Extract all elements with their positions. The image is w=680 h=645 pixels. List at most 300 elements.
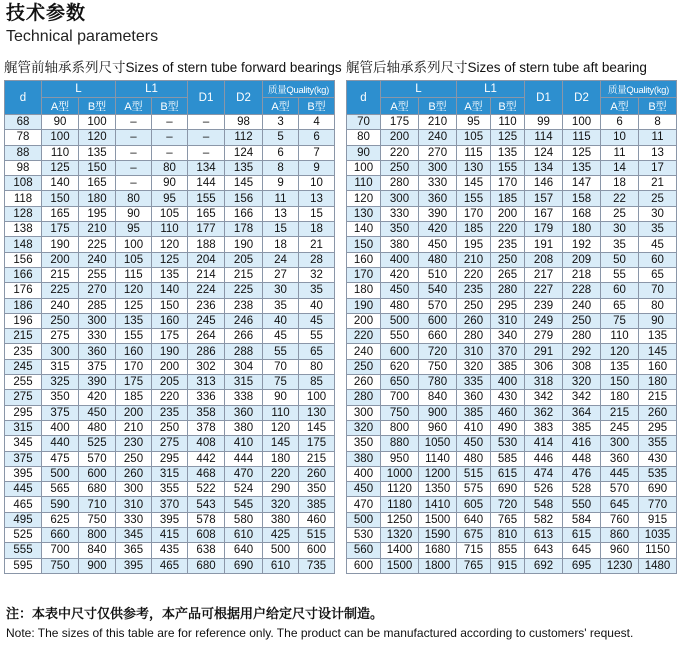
table-row (5, 482, 335, 497)
table-cell: 1480 (639, 558, 677, 573)
table-cell: 1320 (381, 528, 419, 543)
table-cell: 308 (563, 359, 601, 374)
table-cell: 55 (263, 344, 299, 359)
table-cell: 100 (79, 115, 116, 130)
table-cell: 155 (188, 191, 225, 206)
table-cell: 178 (225, 222, 263, 237)
table-cell: 570 (601, 482, 639, 497)
page-title-en: Technical parameters (6, 28, 159, 45)
table-cell: 245 (601, 420, 639, 435)
table-cell: 250 (152, 420, 188, 435)
table-cell: 130 (457, 160, 491, 175)
table-cell: 300 (116, 482, 152, 497)
table-cell: 690 (491, 482, 525, 497)
table-cell: 60 (639, 252, 677, 267)
table-cell: 355 (639, 436, 677, 451)
table-cell: – (116, 115, 152, 130)
table-cell: 310 (491, 313, 525, 328)
table-cell: 510 (419, 267, 457, 282)
table-cell: 190 (225, 237, 263, 252)
aft-table-caption: 艉管后轴承系列尺寸Sizes of stern tube aft bearing (346, 60, 647, 75)
table-cell: 383 (525, 420, 563, 435)
table-cell: 205 (152, 375, 188, 390)
table-cell: 584 (563, 512, 601, 527)
table-cell: 690 (225, 558, 263, 573)
table-cell: 224 (188, 283, 225, 298)
table-cell: 650 (381, 375, 419, 390)
note-english: Note: The sizes of this table are for reference only. The product can be manufactured according to customers' request. (6, 626, 634, 640)
table-cell: 325 (42, 375, 79, 390)
table-cell: 180 (639, 375, 677, 390)
table-cell: 220 (263, 466, 299, 481)
table-cell: 160 (116, 344, 152, 359)
table-cell: – (116, 130, 152, 145)
table-cell: 75 (601, 313, 639, 328)
header-D1: D1 (188, 81, 225, 115)
table-cell: 180 (79, 191, 116, 206)
header-L1-typeA: A型 (116, 98, 152, 115)
table-cell: 11 (601, 145, 639, 160)
table-cell: 135 (639, 329, 677, 344)
table-cell: 1180 (381, 497, 419, 512)
table-cell: 108 (5, 176, 42, 191)
table-cell: 640 (457, 512, 491, 527)
table-cell: 300 (601, 436, 639, 451)
table-cell: 158 (563, 191, 601, 206)
table-cell: 800 (79, 528, 116, 543)
table-cell: 225 (42, 283, 79, 298)
table-cell: 750 (381, 405, 419, 420)
table-cell: 444 (225, 451, 263, 466)
table-cell: 680 (188, 558, 225, 573)
table-cell: 770 (639, 497, 677, 512)
table-cell: 155 (491, 160, 525, 175)
table-cell: 692 (525, 558, 563, 573)
aft-bearings-table (346, 80, 677, 574)
table-cell: 90 (263, 390, 299, 405)
table-cell: 476 (563, 466, 601, 481)
table-cell: 525 (79, 436, 116, 451)
table-row (5, 298, 335, 313)
table-cell: 165 (42, 206, 79, 221)
table-cell: 530 (491, 436, 525, 451)
table-cell: 675 (457, 528, 491, 543)
table-cell: 6 (601, 115, 639, 130)
table-cell: 600 (347, 558, 381, 573)
table-cell: 300 (381, 191, 419, 206)
header-L: L (381, 81, 457, 98)
table-cell: 540 (419, 283, 457, 298)
table-cell: 279 (525, 329, 563, 344)
table-cell: 100 (347, 160, 381, 175)
table-cell: 855 (491, 543, 525, 558)
table-cell: 1120 (381, 482, 419, 497)
table-cell: 1230 (601, 558, 639, 573)
table-cell: 380 (225, 420, 263, 435)
table-cell: 215 (5, 329, 42, 344)
table-cell: 613 (525, 528, 563, 543)
table-cell: 145 (299, 420, 335, 435)
table-row (347, 528, 677, 543)
table-cell: 565 (42, 482, 79, 497)
table-cell: 414 (525, 436, 563, 451)
table-cell: 18 (299, 222, 335, 237)
aft-table-body (347, 115, 677, 574)
table-cell: 220 (152, 390, 188, 405)
table-cell: 605 (457, 497, 491, 512)
table-cell: 590 (42, 497, 79, 512)
table-cell: 548 (525, 497, 563, 512)
table-cell: 227 (525, 283, 563, 298)
table-cell: 200 (347, 313, 381, 328)
table-cell: 385 (491, 359, 525, 374)
table-cell: 135 (225, 160, 263, 175)
table-cell: 135 (601, 359, 639, 374)
table-cell: 840 (419, 390, 457, 405)
table-cell: 608 (188, 528, 225, 543)
table-cell: 950 (381, 451, 419, 466)
table-cell: 105 (152, 206, 188, 221)
table-cell: 120 (116, 283, 152, 298)
table-cell: 160 (347, 252, 381, 267)
table-cell: 480 (79, 420, 116, 435)
table-cell: 165 (188, 206, 225, 221)
table-cell: 810 (491, 528, 525, 543)
table-cell: 445 (601, 466, 639, 481)
table-cell: 179 (525, 222, 563, 237)
table-cell: 40 (263, 313, 299, 328)
table-cell: 715 (457, 543, 491, 558)
header-L-typeB: B型 (79, 98, 116, 115)
table-cell: 750 (42, 558, 79, 573)
table-cell: 318 (525, 375, 563, 390)
table-cell: 35 (639, 222, 677, 237)
table-cell: 435 (152, 543, 188, 558)
table-row (347, 512, 677, 527)
table-row (347, 466, 677, 481)
table-cell: 215 (601, 405, 639, 420)
table-cell: 600 (299, 543, 335, 558)
table-cell: 180 (601, 390, 639, 405)
table-row (5, 359, 335, 374)
table-cell: 720 (491, 497, 525, 512)
table-cell: 700 (42, 543, 79, 558)
table-cell: 17 (639, 160, 677, 175)
table-cell: 120 (601, 344, 639, 359)
table-cell: 27 (263, 267, 299, 282)
table-cell: – (188, 115, 225, 130)
table-cell: 385 (457, 405, 491, 420)
table-cell: 13 (263, 206, 299, 221)
table-cell: 800 (381, 420, 419, 435)
table-cell: 30 (639, 206, 677, 221)
table-cell: 215 (299, 451, 335, 466)
table-cell: 600 (79, 466, 116, 481)
table-cell: 375 (42, 405, 79, 420)
table-cell: 155 (457, 191, 491, 206)
table-cell: 330 (419, 176, 457, 191)
table-cell: 410 (225, 436, 263, 451)
table-cell: 120 (152, 237, 188, 252)
table-cell: 80 (347, 130, 381, 145)
table-cell: 8 (263, 160, 299, 175)
table-cell: 125 (491, 130, 525, 145)
table-cell: 342 (563, 390, 601, 405)
table-cell: 410 (457, 420, 491, 435)
table-cell: 480 (381, 298, 419, 313)
table-cell: 342 (525, 390, 563, 405)
table-cell: 390 (79, 375, 116, 390)
table-cell: 330 (381, 206, 419, 221)
table-cell: 245 (5, 359, 42, 374)
table-cell: 420 (381, 267, 419, 282)
header-L1: L1 (116, 81, 188, 98)
table-cell: 80 (116, 191, 152, 206)
table-cell: 22 (601, 191, 639, 206)
header-L-typeA: A型 (381, 98, 419, 115)
table-row (5, 176, 335, 191)
table-cell: 275 (5, 390, 42, 405)
table-cell: 526 (525, 482, 563, 497)
table-cell: 114 (525, 130, 563, 145)
table-cell: 8 (639, 115, 677, 130)
table-cell: 1410 (419, 497, 457, 512)
table-cell: 280 (491, 283, 525, 298)
table-cell: 370 (152, 497, 188, 512)
table-cell: 690 (639, 482, 677, 497)
table-cell: 70 (639, 283, 677, 298)
table-cell: 500 (42, 466, 79, 481)
table-cell: 135 (116, 313, 152, 328)
table-row (347, 558, 677, 573)
table-cell: 750 (79, 512, 116, 527)
table-cell: 260 (347, 375, 381, 390)
table-cell: 270 (419, 145, 457, 160)
table-cell: 245 (188, 313, 225, 328)
table-row (347, 206, 677, 221)
table-cell: 500 (263, 543, 299, 558)
table-cell: 465 (5, 497, 42, 512)
table-cell: 90 (347, 145, 381, 160)
table-cell: 375 (79, 359, 116, 374)
table-cell: 315 (42, 359, 79, 374)
table-cell: 365 (116, 543, 152, 558)
table-cell: 700 (381, 390, 419, 405)
table-cell: 450 (457, 436, 491, 451)
table-cell: 220 (347, 329, 381, 344)
table-cell: – (188, 130, 225, 145)
header-quality-typeA: A型 (263, 98, 299, 115)
table-cell: 480 (419, 252, 457, 267)
table-row (5, 466, 335, 481)
table-cell: 280 (563, 329, 601, 344)
table-cell: 615 (491, 466, 525, 481)
table-cell: 315 (5, 420, 42, 435)
table-row (347, 497, 677, 512)
table-cell: 150 (601, 375, 639, 390)
table-cell: 10 (601, 130, 639, 145)
table-cell: 60 (601, 283, 639, 298)
table-cell: 1150 (639, 543, 677, 558)
table-cell: 95 (457, 115, 491, 130)
table-cell: 125 (152, 252, 188, 267)
table-cell: 145 (457, 176, 491, 191)
table-cell: 735 (299, 558, 335, 573)
table-cell: 900 (419, 405, 457, 420)
table-cell: 30 (263, 283, 299, 298)
table-cell: – (188, 145, 225, 160)
table-cell: 1500 (419, 512, 457, 527)
table-cell: 35 (299, 283, 335, 298)
table-cell: 720 (419, 344, 457, 359)
table-cell: 250 (42, 313, 79, 328)
table-cell: 125 (116, 298, 152, 313)
table-cell: 750 (419, 359, 457, 374)
table-cell: 200 (491, 206, 525, 221)
table-cell: 24 (263, 252, 299, 267)
table-row (5, 130, 335, 145)
table-cell: 550 (563, 497, 601, 512)
table-cell: 560 (347, 543, 381, 558)
table-cell: 80 (639, 298, 677, 313)
table-cell: 110 (347, 176, 381, 191)
table-cell: 522 (188, 482, 225, 497)
table-cell: 620 (381, 359, 419, 374)
table-cell: 440 (42, 436, 79, 451)
table-row (347, 283, 677, 298)
table-cell: 100 (116, 237, 152, 252)
table-cell: 292 (563, 344, 601, 359)
table-cell: 300 (42, 344, 79, 359)
table-cell: 250 (457, 298, 491, 313)
table-cell: 105 (457, 130, 491, 145)
table-cell: 115 (563, 130, 601, 145)
table-cell: 156 (5, 252, 42, 267)
table-row (347, 160, 677, 175)
table-row (347, 130, 677, 145)
table-cell: 157 (525, 191, 563, 206)
table-cell: 525 (5, 528, 42, 543)
table-cell: 960 (601, 543, 639, 558)
table-cell: 450 (419, 237, 457, 252)
table-cell: 275 (42, 329, 79, 344)
table-row (347, 176, 677, 191)
table-cell: 408 (188, 436, 225, 451)
table-cell: 350 (299, 482, 335, 497)
table-cell: 45 (639, 237, 677, 252)
table-cell: 600 (381, 344, 419, 359)
table-cell: 535 (639, 466, 677, 481)
table-cell: 600 (419, 313, 457, 328)
table-cell: 7 (299, 145, 335, 160)
table-row (5, 313, 335, 328)
table-cell: 240 (79, 252, 116, 267)
table-row (5, 497, 335, 512)
table-cell: 30 (601, 222, 639, 237)
table-cell: 400 (347, 466, 381, 481)
table-cell: 235 (457, 283, 491, 298)
table-cell: 524 (225, 482, 263, 497)
table-cell: 180 (347, 283, 381, 298)
table-cell: 145 (225, 176, 263, 191)
table-cell: 220 (457, 267, 491, 282)
table-cell: 220 (491, 222, 525, 237)
table-row (5, 283, 335, 298)
table-cell: 880 (381, 436, 419, 451)
table-cell: 100 (299, 390, 335, 405)
table-row (5, 237, 335, 252)
table-cell: 160 (639, 359, 677, 374)
table-row (5, 558, 335, 573)
table-cell: 430 (491, 390, 525, 405)
table-row (347, 375, 677, 390)
table-cell: 120 (263, 420, 299, 435)
table-cell: 190 (347, 298, 381, 313)
table-cell: 345 (116, 528, 152, 543)
table-cell: 360 (457, 390, 491, 405)
table-row (5, 528, 335, 543)
table-cell: 250 (347, 359, 381, 374)
table-cell: 395 (152, 512, 188, 527)
table-cell: 235 (491, 237, 525, 252)
table-row (347, 115, 677, 130)
table-cell: 209 (563, 252, 601, 267)
table-cell: 364 (563, 405, 601, 420)
table-row (5, 267, 335, 282)
table-cell: 310 (457, 344, 491, 359)
table-cell: 68 (5, 115, 42, 130)
table-cell: 185 (491, 191, 525, 206)
table-cell: 185 (457, 222, 491, 237)
table-cell: 170 (457, 206, 491, 221)
table-cell: – (116, 176, 152, 191)
table-row (347, 344, 677, 359)
table-cell: 475 (42, 451, 79, 466)
table-row (347, 313, 677, 328)
table-cell: 170 (491, 176, 525, 191)
table-cell: 55 (601, 267, 639, 282)
table-cell: 210 (419, 115, 457, 130)
table-cell: 320 (263, 497, 299, 512)
table-cell: 110 (601, 329, 639, 344)
table-cell: 465 (152, 558, 188, 573)
table-cell: 130 (299, 405, 335, 420)
table-cell: 1035 (639, 528, 677, 543)
table-cell: 225 (225, 283, 263, 298)
table-cell: 140 (42, 176, 79, 191)
table-cell: 218 (563, 267, 601, 282)
table-cell: 585 (491, 451, 525, 466)
table-cell: 239 (525, 298, 563, 313)
table-cell: 335 (457, 375, 491, 390)
table-cell: 11 (263, 191, 299, 206)
table-cell: 118 (5, 191, 42, 206)
table-cell: 25 (639, 191, 677, 206)
table-cell: 150 (347, 237, 381, 252)
table-cell: 1680 (419, 543, 457, 558)
table-cell: 21 (299, 237, 335, 252)
page-title-cn: 技术参数 (6, 3, 87, 24)
table-cell: 210 (79, 222, 116, 237)
header-L1-typeB: B型 (491, 98, 525, 115)
table-cell: 1250 (381, 512, 419, 527)
table-cell: 125 (42, 160, 79, 175)
table-cell: 255 (5, 375, 42, 390)
table-cell: 395 (5, 466, 42, 481)
table-cell: 195 (79, 206, 116, 221)
table-cell: 1400 (381, 543, 419, 558)
table-cell: 13 (299, 191, 335, 206)
